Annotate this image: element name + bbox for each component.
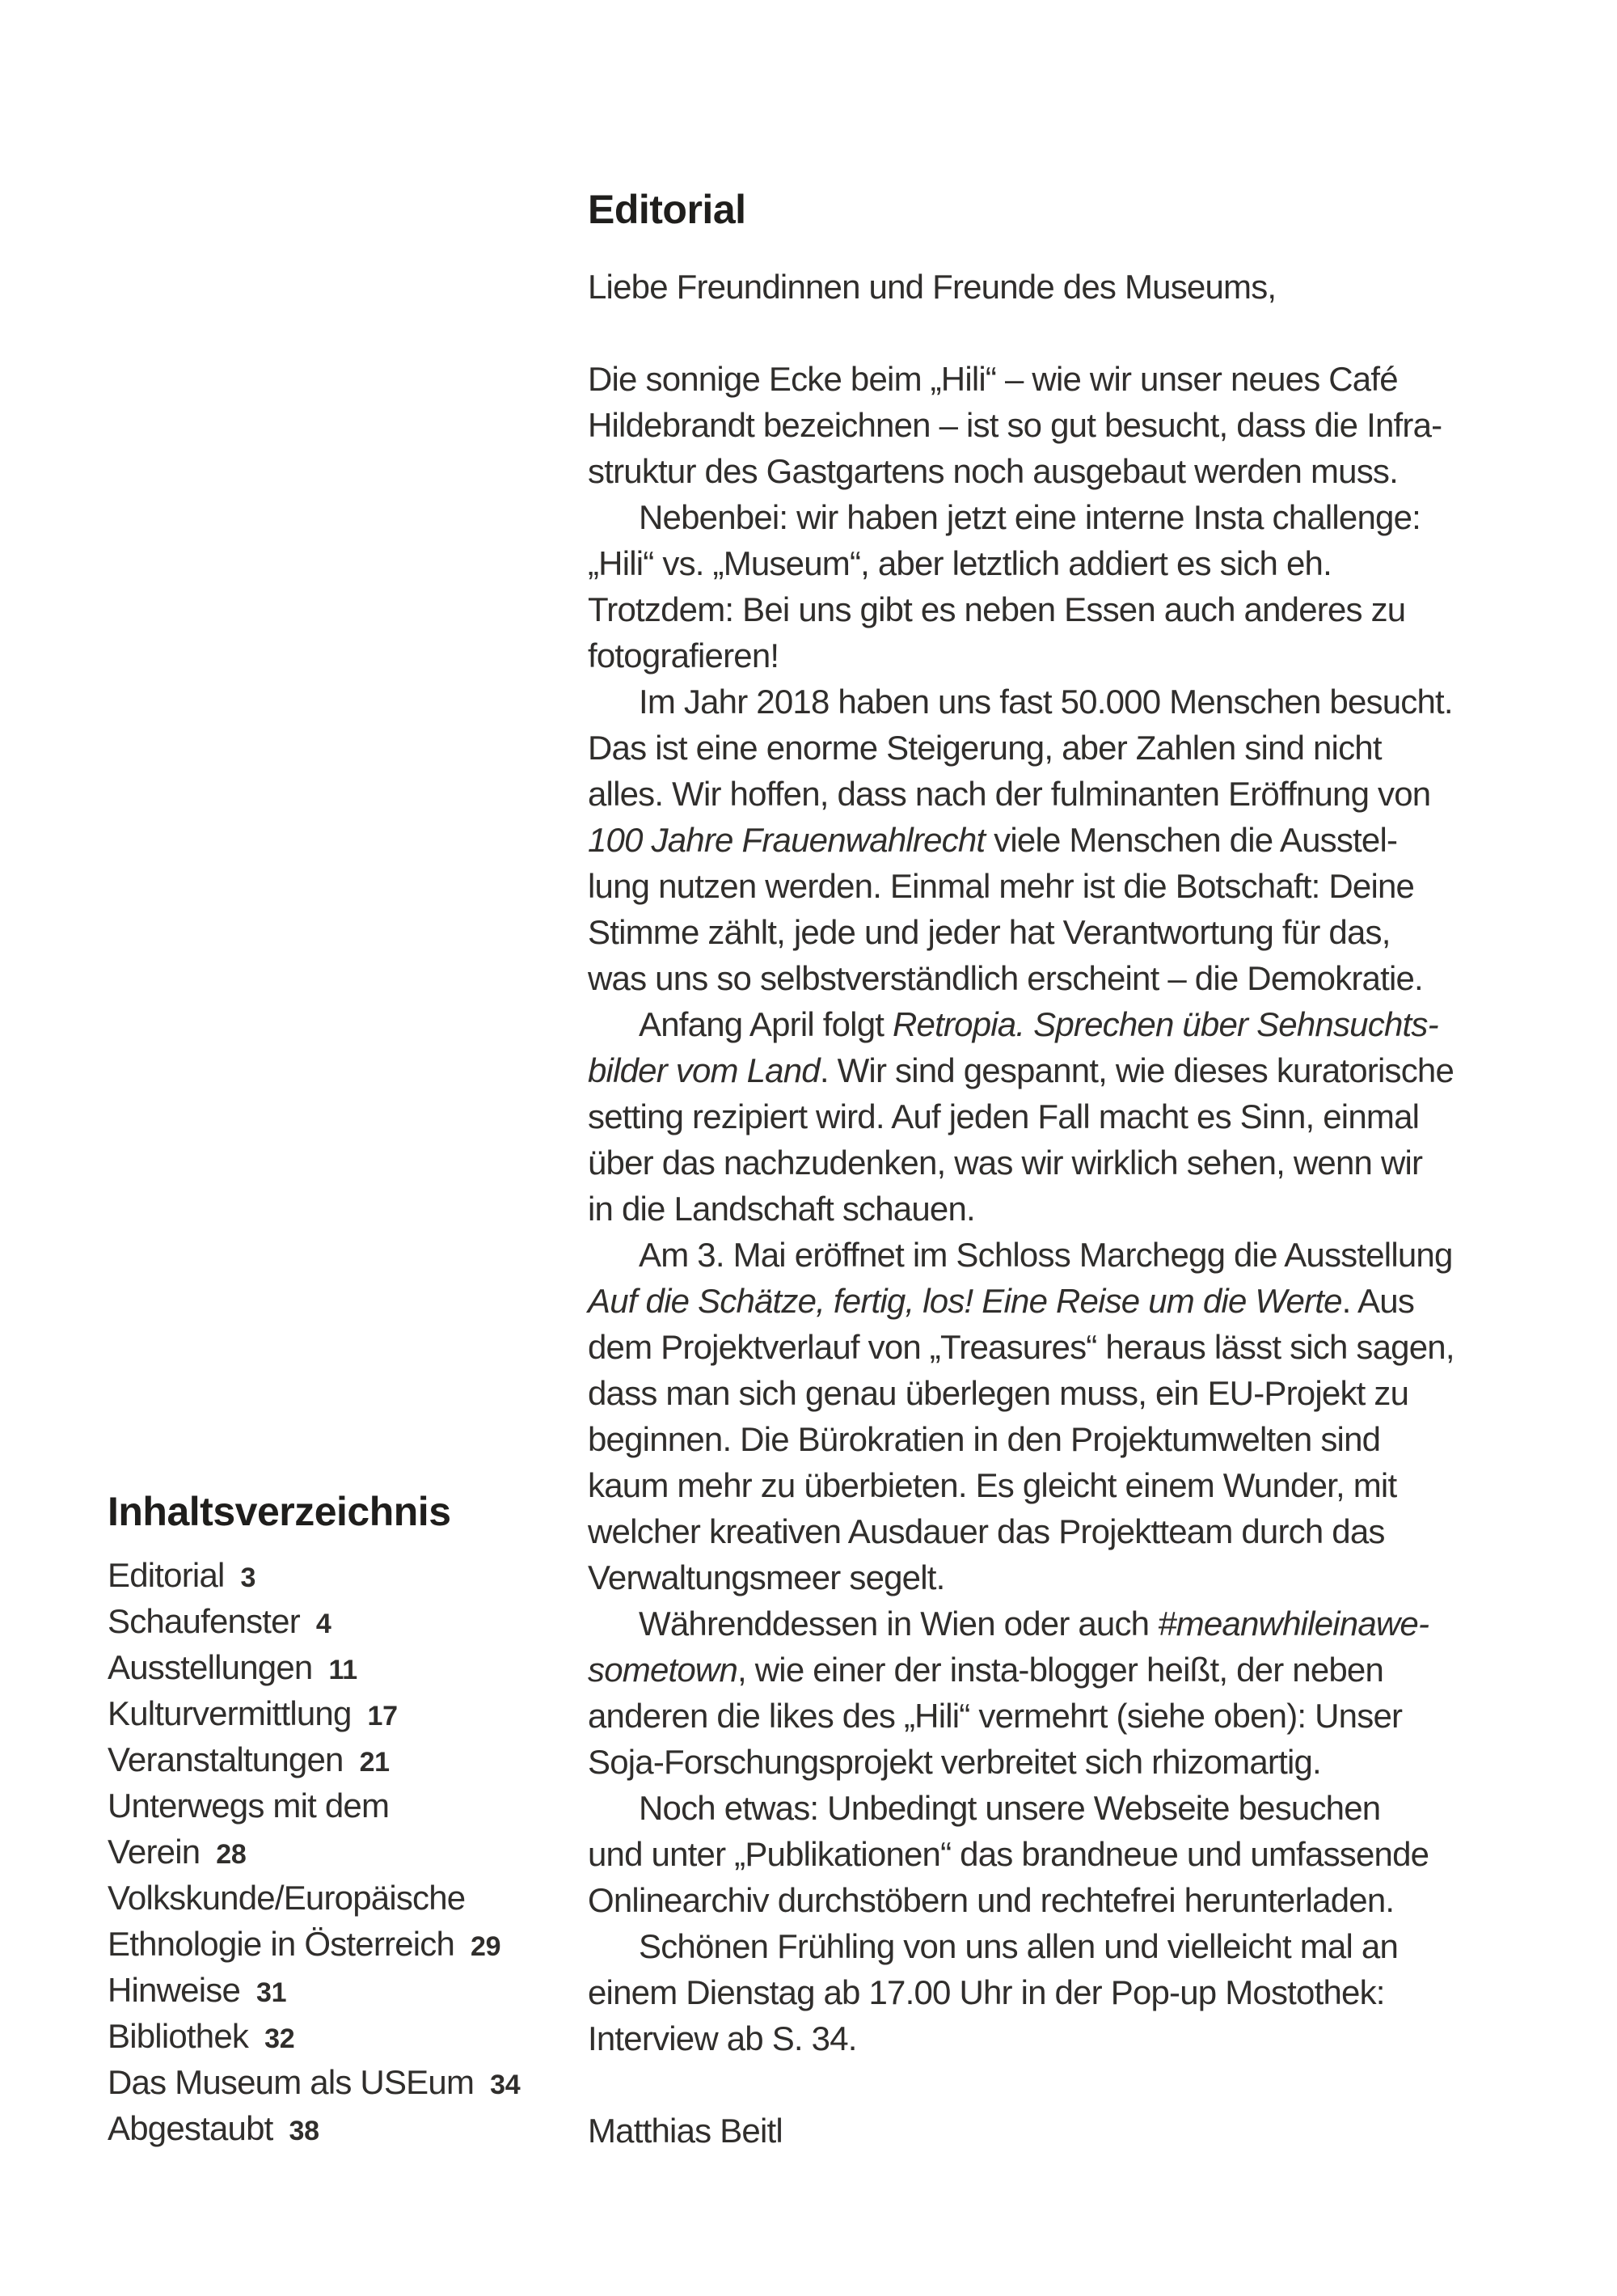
body-text: was uns so selbstverständlich erscheint – die Demokratie.	[588, 959, 1423, 997]
body-text: kaum mehr zu überbieten. Es gleicht einem Wunder, mit	[588, 1466, 1397, 1504]
blank-line	[588, 310, 1454, 356]
editorial-text-line	[588, 679, 1454, 725]
editorial-text-line	[588, 1693, 1454, 1739]
body-text: Matthias Beitl	[588, 2112, 783, 2150]
editorial-text-line	[588, 540, 1454, 586]
toc-item-page-number: 3	[240, 1562, 256, 1593]
signature	[588, 2108, 1454, 2154]
editorial-text-line	[588, 1324, 1454, 1370]
body-text: Im Jahr 2018 haben uns fast 50.000 Menschen besucht.	[639, 683, 1453, 721]
body-text: und unter „Publikationen“ das brandneue und umfassende	[588, 1835, 1429, 1873]
editorial-text-line	[588, 1001, 1454, 1047]
body-text: Das ist eine enorme Steigerung, aber Zahlen sind nicht	[588, 729, 1382, 767]
toc-item-label: Kulturvermittlung	[108, 1694, 352, 1732]
editorial-text-line	[588, 2015, 1454, 2061]
toc-item-page-number: 4	[315, 1609, 331, 1639]
body-text: Noch etwas: Unbedingt unsere Webseite besuchen	[639, 1789, 1381, 1827]
toc-item-label: Ausstellungen	[108, 1648, 313, 1686]
body-text: setting rezipiert wird. Auf jeden Fall macht es Sinn, einmal	[588, 1097, 1420, 1135]
toc-item	[108, 1829, 520, 1875]
toc-item-label: Verein	[108, 1833, 201, 1871]
body-text: Trotzdem: Bei uns gibt es neben Essen auch anderes zu	[588, 590, 1406, 628]
body-text: alles. Wir hoffen, dass nach der fulminanten Eröffnung von	[588, 775, 1431, 813]
toc-item	[108, 2013, 520, 2059]
body-text: , wie einer der insta-blogger heißt, der neben	[737, 1651, 1384, 1689]
body-text: . Aus	[1341, 1282, 1415, 1320]
body-text: Währenddessen in Wien oder auch	[639, 1605, 1159, 1643]
body-text: Am 3. Mai eröffnet im Schloss Marchegg die Ausstellung	[639, 1236, 1453, 1274]
toc-item-page-number: 17	[367, 1701, 398, 1732]
italic-text: #meanwhileinawe-	[1158, 1605, 1429, 1643]
editorial-text-line	[588, 1232, 1454, 1278]
toc-item	[108, 1782, 520, 1829]
toc-item-page-number: 21	[359, 1747, 390, 1778]
body-text: Die sonnige Ecke beim „Hili“ – wie wir unser neues Café	[588, 360, 1398, 398]
italic-text: Auf die Schätze, fertig, los! Eine Reise um die Werte	[588, 1282, 1342, 1320]
toc-item-label: Hinweise	[108, 1971, 240, 2009]
table-of-contents	[108, 1552, 520, 2151]
body-text: . Wir sind gespannt, wie dieses kuratorische	[819, 1051, 1454, 1089]
body-text: dass man sich genau überlegen muss, ein EU-Projekt zu	[588, 1374, 1409, 1412]
editorial-text-line	[588, 1186, 1454, 1232]
italic-text: bilder vom Land	[588, 1051, 820, 1089]
toc-item	[108, 1690, 520, 1736]
body-text: Stimme zählt, jede und jeder hat Verantwortung für das,	[588, 913, 1391, 951]
editorial-text-line	[588, 1278, 1454, 1324]
editorial-text-line	[588, 1462, 1454, 1508]
body-text: Interview ab S. 34.	[588, 2019, 857, 2057]
italic-text: Retropia. Sprechen über Sehnsuchts-	[893, 1005, 1438, 1043]
editorial-text-line	[588, 1047, 1454, 1093]
editorial-text-line	[588, 586, 1454, 632]
toc-item	[108, 1736, 520, 1782]
italic-text: sometown	[588, 1651, 738, 1689]
toc-item-label: Editorial	[108, 1556, 225, 1594]
toc-item	[108, 2059, 520, 2105]
editorial-text-line	[588, 1508, 1454, 1554]
editorial-text-line	[588, 356, 1454, 402]
body-text: beginnen. Die Bürokratien in den Projektumwelten sind	[588, 1420, 1381, 1458]
editorial-text-line	[588, 1831, 1454, 1877]
toc-item-page-number: 38	[289, 2116, 319, 2146]
editorial-text-line	[588, 448, 1454, 494]
body-text: dem Projektverlauf von „Treasures“ heraus lässt sich sagen,	[588, 1328, 1454, 1366]
toc-item	[108, 1967, 520, 2013]
toc-item-label: Volkskunde/Europäische	[108, 1879, 466, 1917]
body-text: anderen die likes des „Hili“ vermehrt (siehe oben): Unser	[588, 1697, 1403, 1735]
body-text: Hildebrandt bezeichnen – ist so gut besucht, dass die Infra-	[588, 406, 1442, 444]
editorial-text-line	[588, 1370, 1454, 1416]
blank-line	[588, 2061, 1454, 2108]
editorial-text-line	[588, 725, 1454, 771]
toc-item-page-number: 28	[216, 1839, 247, 1870]
body-text: Liebe Freundinnen und Freunde des Museums,	[588, 268, 1277, 306]
body-text: struktur des Gastgartens noch ausgebaut werden muss.	[588, 452, 1398, 490]
toc-item-label: Unterwegs mit dem	[108, 1786, 390, 1825]
editorial-text-line	[588, 1140, 1454, 1186]
toc-item-label: Das Museum als USEum	[108, 2063, 475, 2101]
body-text: über das nachzudenken, was wir wirklich sehen, wenn wir	[588, 1144, 1423, 1182]
body-text: Verwaltungsmeer segelt.	[588, 1558, 945, 1596]
editorial-text-line	[588, 494, 1454, 540]
editorial-text-line	[588, 1785, 1454, 1831]
body-text: Anfang April folgt	[639, 1005, 893, 1043]
body-text: viele Menschen die Ausstel-	[985, 821, 1398, 859]
body-text: Nebenbei: wir haben jetzt eine interne Insta challenge:	[639, 498, 1421, 536]
toc-item-label: Abgestaubt	[108, 2109, 273, 2147]
toc-item-label: Ethnologie in Österreich	[108, 1925, 455, 1963]
toc-item-label: Bibliothek	[108, 2017, 249, 2055]
body-text: welcher kreativen Ausdauer das Projektteam durch das	[588, 1512, 1385, 1550]
toc-item-page-number: 29	[471, 1931, 501, 1962]
editorial-title: Editorial	[588, 186, 746, 232]
italic-text: 100 Jahre Frauenwahlrecht	[588, 821, 986, 859]
toc-item-page-number: 11	[328, 1655, 357, 1685]
editorial-text-line	[588, 1923, 1454, 1969]
editorial-text-line	[588, 863, 1454, 909]
toc-item	[108, 1552, 520, 1598]
toc-item	[108, 1921, 520, 1967]
editorial-text-line	[588, 1969, 1454, 2015]
body-text: in die Landschaft schauen.	[588, 1190, 975, 1228]
editorial-text-line	[588, 817, 1454, 863]
body-text: Soja-Forschungsprojekt verbreitet sich rhizomartig.	[588, 1743, 1321, 1781]
body-text: „Hili“ vs. „Museum“, aber letztlich addiert es sich eh.	[588, 544, 1332, 582]
toc-item	[108, 1644, 520, 1690]
editorial-text-line	[588, 402, 1454, 448]
editorial-text-line	[588, 1554, 1454, 1600]
editorial-text-line	[588, 909, 1454, 955]
toc-item	[108, 1598, 520, 1644]
body-text: fotografieren!	[588, 636, 779, 674]
editorial-text-line	[588, 1416, 1454, 1462]
editorial-text-column	[588, 264, 1454, 2154]
editorial-text-line	[588, 955, 1454, 1001]
body-text: lung nutzen werden. Einmal mehr ist die Botschaft: Deine	[588, 867, 1415, 905]
salutation-line	[588, 264, 1454, 310]
toc-heading: Inhaltsverzeichnis	[108, 1488, 451, 1534]
toc-item-page-number: 32	[264, 2023, 295, 2054]
toc-item-page-number: 31	[256, 1977, 287, 2008]
toc-item	[108, 2105, 520, 2151]
editorial-text-line	[588, 771, 1454, 817]
toc-item-label: Veranstaltungen	[108, 1740, 344, 1778]
toc-item-page-number: 34	[490, 2070, 521, 2100]
body-text: Onlinearchiv durchstöbern und rechtefrei herunterladen.	[588, 1881, 1395, 1919]
toc-item	[108, 1875, 520, 1921]
editorial-text-line	[588, 1600, 1454, 1647]
editorial-text-line	[588, 1877, 1454, 1923]
editorial-text-line	[588, 1739, 1454, 1785]
editorial-text-line	[588, 632, 1454, 679]
editorial-text-line	[588, 1647, 1454, 1693]
body-text: Schönen Frühling von uns allen und vielleicht mal an	[639, 1927, 1399, 1965]
body-text: einem Dienstag ab 17.00 Uhr in der Pop-up Mostothek:	[588, 1973, 1385, 2011]
toc-item-label: Schaufenster	[108, 1602, 300, 1640]
editorial-text-line	[588, 1093, 1454, 1140]
